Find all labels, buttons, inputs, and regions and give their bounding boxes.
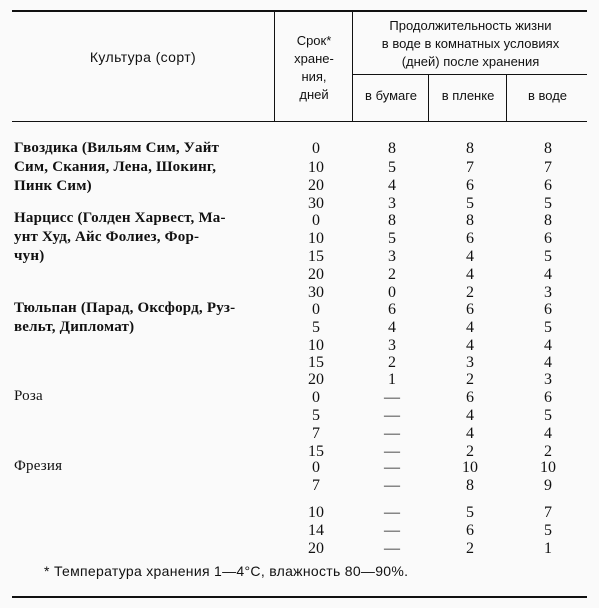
bottom-rule [12,596,587,598]
storage-days-cell: 7 [312,425,320,442]
culture-carnation: Гвоздика (Вильям Сим, Уайт Сим, Скания, Лена, Шокинг, Пинк Сим) [14,140,220,194]
storage-days-cell: 15 [308,354,324,371]
duration-header: Продолжительность жизни в воде в комнатных условиях (дней) после хранения [381,18,560,69]
water-cell: 6 [544,177,552,194]
paper-cell: — [384,425,400,442]
storage-days-cell: 0 [312,212,320,229]
storage-days-cell: 20 [308,177,324,194]
culture-tulip: Тюльпан (Парад, Оксфорд, Руз- вельт, Дипломат) [14,300,236,335]
paper-cell: — [384,459,400,476]
storage-days-cell: 30 [308,195,324,212]
paper-cell: — [384,504,400,521]
paper-cell: 4 [388,177,396,194]
storage-days-cell: 10 [308,159,324,176]
water-cell: 4 [544,266,552,283]
water-cell: 4 [544,354,552,371]
column-divider [506,74,507,121]
paper-cell: 6 [388,301,396,318]
paper-cell: 4 [388,319,396,336]
culture-header: Культура (сорт) [89,49,197,65]
storage-days-cell: 20 [308,371,324,388]
storage-days-cell: 0 [312,459,320,476]
storage-days-cell: 0 [312,301,320,318]
water-cell: 10 [540,459,556,476]
film-cell: 4 [466,319,474,336]
paper-cell: — [384,477,400,494]
water-cell: 6 [544,301,552,318]
water-cell: 6 [544,230,552,247]
water-cell: 3 [544,371,552,388]
storage-header: Срок* хране- ния, дней [294,33,334,102]
film-cell: 2 [466,371,474,388]
water-cell: 7 [544,159,552,176]
paper-cell: 5 [388,159,396,176]
paper-cell: 8 [388,140,396,157]
storage-days-cell: 14 [308,522,324,539]
paper-cell: 3 [388,248,396,265]
film-cell: 6 [466,177,474,194]
film-cell: 3 [466,354,474,371]
paper-cell: — [384,540,400,557]
film-cell: 6 [466,522,474,539]
water-cell: 5 [544,522,552,539]
paper-cell: 1 [388,371,396,388]
column-divider [274,12,275,121]
paper-cell: 2 [388,266,396,283]
film-cell: 6 [466,230,474,247]
film-cell: 5 [466,195,474,212]
paper-cell: 0 [388,284,396,301]
water-cell: 5 [544,248,552,265]
water-cell: 5 [544,407,552,424]
storage-days-cell: 20 [308,266,324,283]
water-cell: 8 [544,212,552,229]
storage-days-cell: 30 [308,284,324,301]
water-cell: 2 [544,443,552,460]
film-cell: 4 [466,248,474,265]
film-cell: 8 [466,140,474,157]
top-rule [12,10,587,12]
paper-cell: — [384,407,400,424]
film-cell: 2 [466,443,474,460]
water-cell: 5 [544,195,552,212]
film-cell: 5 [466,504,474,521]
water-cell: 8 [544,140,552,157]
storage-days-cell: 10 [308,230,324,247]
storage-days-cell: 7 [312,477,320,494]
storage-days-cell: 15 [308,248,324,265]
paper-cell: — [384,443,400,460]
paper-cell: 2 [388,354,396,371]
culture-rose: Роза [14,388,43,404]
film-cell: 6 [466,301,474,318]
paper-cell: — [384,389,400,406]
paper-cell: 5 [388,230,396,247]
film-cell: 6 [466,389,474,406]
film-cell: 8 [466,477,474,494]
storage-days-cell: 0 [312,140,320,157]
film-cell: 2 [466,284,474,301]
water-cell: 4 [544,337,552,354]
column-divider [352,12,353,121]
subheader-paper: в бумаге [365,88,417,103]
water-cell: 3 [544,284,552,301]
film-cell: 7 [466,159,474,176]
water-cell: 4 [544,425,552,442]
subheader-water: в воде [527,88,568,103]
water-cell: 6 [544,389,552,406]
film-cell: 8 [466,212,474,229]
water-cell: 9 [544,477,552,494]
water-cell: 1 [544,540,552,557]
storage-days-cell: 20 [308,540,324,557]
film-cell: 4 [466,337,474,354]
film-cell: 10 [462,459,478,476]
storage-days-cell: 15 [308,443,324,460]
paper-cell: 3 [388,195,396,212]
storage-days-cell: 5 [312,407,320,424]
storage-days-cell: 10 [308,337,324,354]
paper-cell: — [384,522,400,539]
culture-narcissus: Нарцисс (Голден Харвест, Ма- унт Худ, Айс Фолиез, Фор- чун) [14,210,226,264]
subheader-divider [353,74,587,75]
storage-days-cell: 0 [312,389,320,406]
paper-cell: 3 [388,337,396,354]
film-cell: 4 [466,407,474,424]
water-cell: 5 [544,319,552,336]
footnote: * Температура хранения 1—4°С, влажность 80—90%. [44,563,409,579]
film-cell: 4 [466,425,474,442]
header-divider [12,121,587,122]
film-cell: 4 [466,266,474,283]
subheader-film: в пленке [441,88,495,103]
column-divider [428,74,429,121]
culture-freesia: Фрезия [14,458,63,474]
film-cell: 2 [466,540,474,557]
storage-days-cell: 5 [312,319,320,336]
storage-days-cell: 10 [308,504,324,521]
paper-cell: 8 [388,212,396,229]
water-cell: 7 [544,504,552,521]
